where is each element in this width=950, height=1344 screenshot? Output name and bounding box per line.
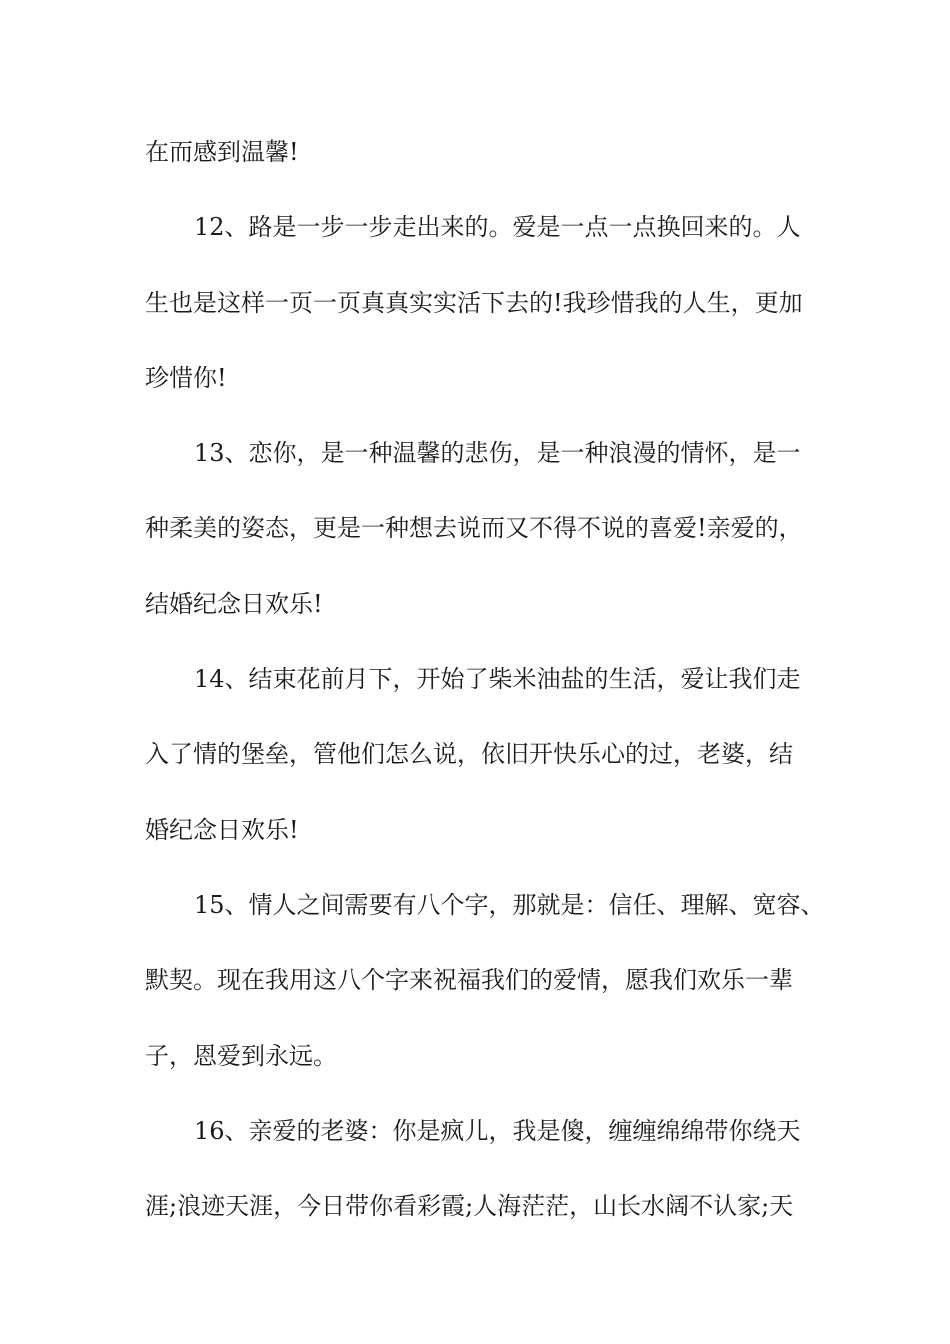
text-line: 婚纪念日欢乐! bbox=[145, 815, 299, 844]
paragraph-15-line-1: 15、情人之间需要有八个字，那就是：信任、理解、宽容、 bbox=[194, 890, 825, 919]
text-line: 珍惜你! bbox=[145, 363, 227, 392]
text-line: 结婚纪念日欢乐! bbox=[145, 589, 323, 618]
text-line: 种柔美的姿态，更是一种想去说而又不得不说的喜爱!亲爱的， bbox=[145, 514, 803, 543]
text-line: 在而感到温馨! bbox=[145, 138, 299, 166]
paragraph-16-line-1: 16、亲爱的老婆：你是疯儿，我是傻，缠缠绵绵带你绕天 bbox=[194, 1116, 801, 1145]
text-line: 子，恩爱到永远。 bbox=[145, 1041, 337, 1070]
document-body bbox=[145, 124, 825, 1253]
paragraph-14-line-1: 14、结束花前月下，开始了柴米油盐的生活，爱让我们走 bbox=[194, 665, 801, 694]
paragraph-12-line-1: 12、路是一步一步走出来的。爱是一点一点换回来的。人 bbox=[194, 213, 801, 242]
text-line: 默契。现在我用这八个字来祝福我们的爱情，愿我们欢乐一辈 bbox=[145, 966, 793, 995]
text-line: 生也是这样一页一页真真实实活下去的!我珍惜我的人生，更加 bbox=[145, 288, 803, 317]
text-line: 入了情的堡垒，管他们怎么说，依旧开快乐心的过，老婆，结 bbox=[145, 740, 793, 769]
text-line: 涯;浪迹天涯，今日带你看彩霞;人海茫茫，山长水阔不认家;天 bbox=[145, 1192, 794, 1221]
paragraph-13-line-1: 13、恋你，是一种温馨的悲伤，是一种浪漫的情怀，是一 bbox=[194, 439, 801, 468]
